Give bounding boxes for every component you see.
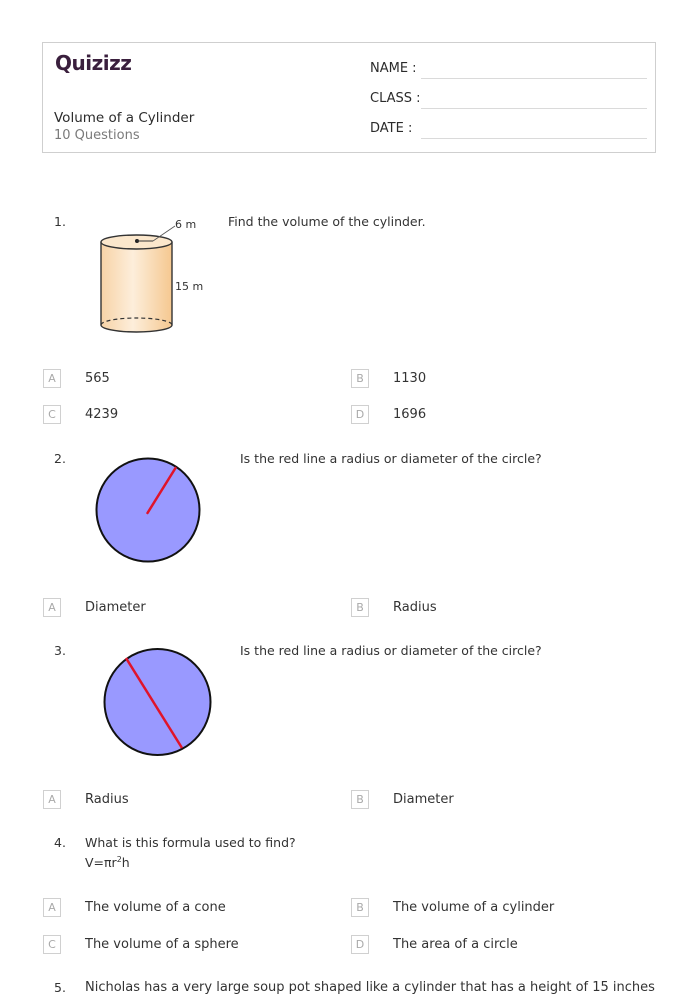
question-number: 4. xyxy=(54,835,66,850)
radius-label: 6 m xyxy=(175,218,197,231)
class-field[interactable] xyxy=(421,108,647,109)
option-d[interactable] xyxy=(351,405,427,424)
option-b[interactable] xyxy=(351,369,427,388)
option-letter: B xyxy=(351,898,369,917)
quizizz-logo: Quizizz xyxy=(55,51,132,75)
question-count: 10 Questions xyxy=(54,128,140,143)
question-number: 1. xyxy=(54,214,66,229)
option-text: 565 xyxy=(85,371,110,386)
option-letter: A xyxy=(43,598,61,617)
option-letter: A xyxy=(43,369,61,388)
height-label: 15 m xyxy=(175,280,204,293)
option-letter: B xyxy=(351,790,369,809)
option-letter: C xyxy=(43,935,61,954)
option-text: Diameter xyxy=(85,600,146,615)
date-field[interactable] xyxy=(421,138,647,139)
question-number: 5. xyxy=(54,980,66,995)
option-text: The area of a circle xyxy=(393,937,518,952)
option-text: Radius xyxy=(393,600,437,615)
formula-height: h xyxy=(121,855,130,871)
name-label: NAME : xyxy=(370,61,417,76)
question-text: Nicholas has a very large soup pot shaped like a cylinder that has a height of 15 inches xyxy=(85,980,655,995)
option-text: Radius xyxy=(85,792,129,807)
question-number: 3. xyxy=(54,643,66,658)
option-c[interactable] xyxy=(43,405,119,424)
option-c[interactable] xyxy=(43,935,239,954)
option-letter: D xyxy=(351,935,369,954)
question-text: Find the volume of the cylinder. xyxy=(228,214,426,229)
option-text: 4239 xyxy=(85,407,119,422)
formula xyxy=(85,855,130,870)
name-field[interactable] xyxy=(421,78,647,79)
question-text: Is the red line a radius or diameter of the circle? xyxy=(240,451,542,466)
option-text: Diameter xyxy=(393,792,454,807)
option-b[interactable] xyxy=(351,898,555,917)
worksheet-header xyxy=(42,42,656,153)
option-letter: A xyxy=(43,898,61,917)
circle-diameter-figure xyxy=(101,645,216,759)
question-number: 2. xyxy=(54,451,66,466)
option-text: 1696 xyxy=(393,407,427,422)
date-label: DATE : xyxy=(370,121,413,136)
question-text: Is the red line a radius or diameter of the circle? xyxy=(240,643,542,658)
option-text: The volume of a cone xyxy=(85,900,226,915)
option-text: The volume of a cylinder xyxy=(393,900,555,915)
option-a[interactable] xyxy=(43,369,110,388)
option-d[interactable] xyxy=(351,935,518,954)
question-text: What is this formula used to find? xyxy=(85,835,296,850)
option-a[interactable] xyxy=(43,790,129,809)
circle-radius-figure xyxy=(94,454,204,566)
option-b[interactable] xyxy=(351,790,454,809)
option-b[interactable] xyxy=(351,598,437,617)
cylinder-figure xyxy=(95,212,220,342)
option-letter: D xyxy=(351,405,369,424)
option-a[interactable] xyxy=(43,598,146,617)
option-text: The volume of a sphere xyxy=(85,937,239,952)
class-label: CLASS : xyxy=(370,91,421,106)
option-text: 1130 xyxy=(393,371,427,386)
option-a[interactable] xyxy=(43,898,226,917)
formula-exponent: 2 xyxy=(116,855,122,864)
worksheet-title: Volume of a Cylinder xyxy=(54,110,195,126)
option-letter: A xyxy=(43,790,61,809)
option-letter: B xyxy=(351,369,369,388)
option-letter: B xyxy=(351,598,369,617)
option-letter: C xyxy=(43,405,61,424)
formula-base: V=πr xyxy=(85,855,117,871)
